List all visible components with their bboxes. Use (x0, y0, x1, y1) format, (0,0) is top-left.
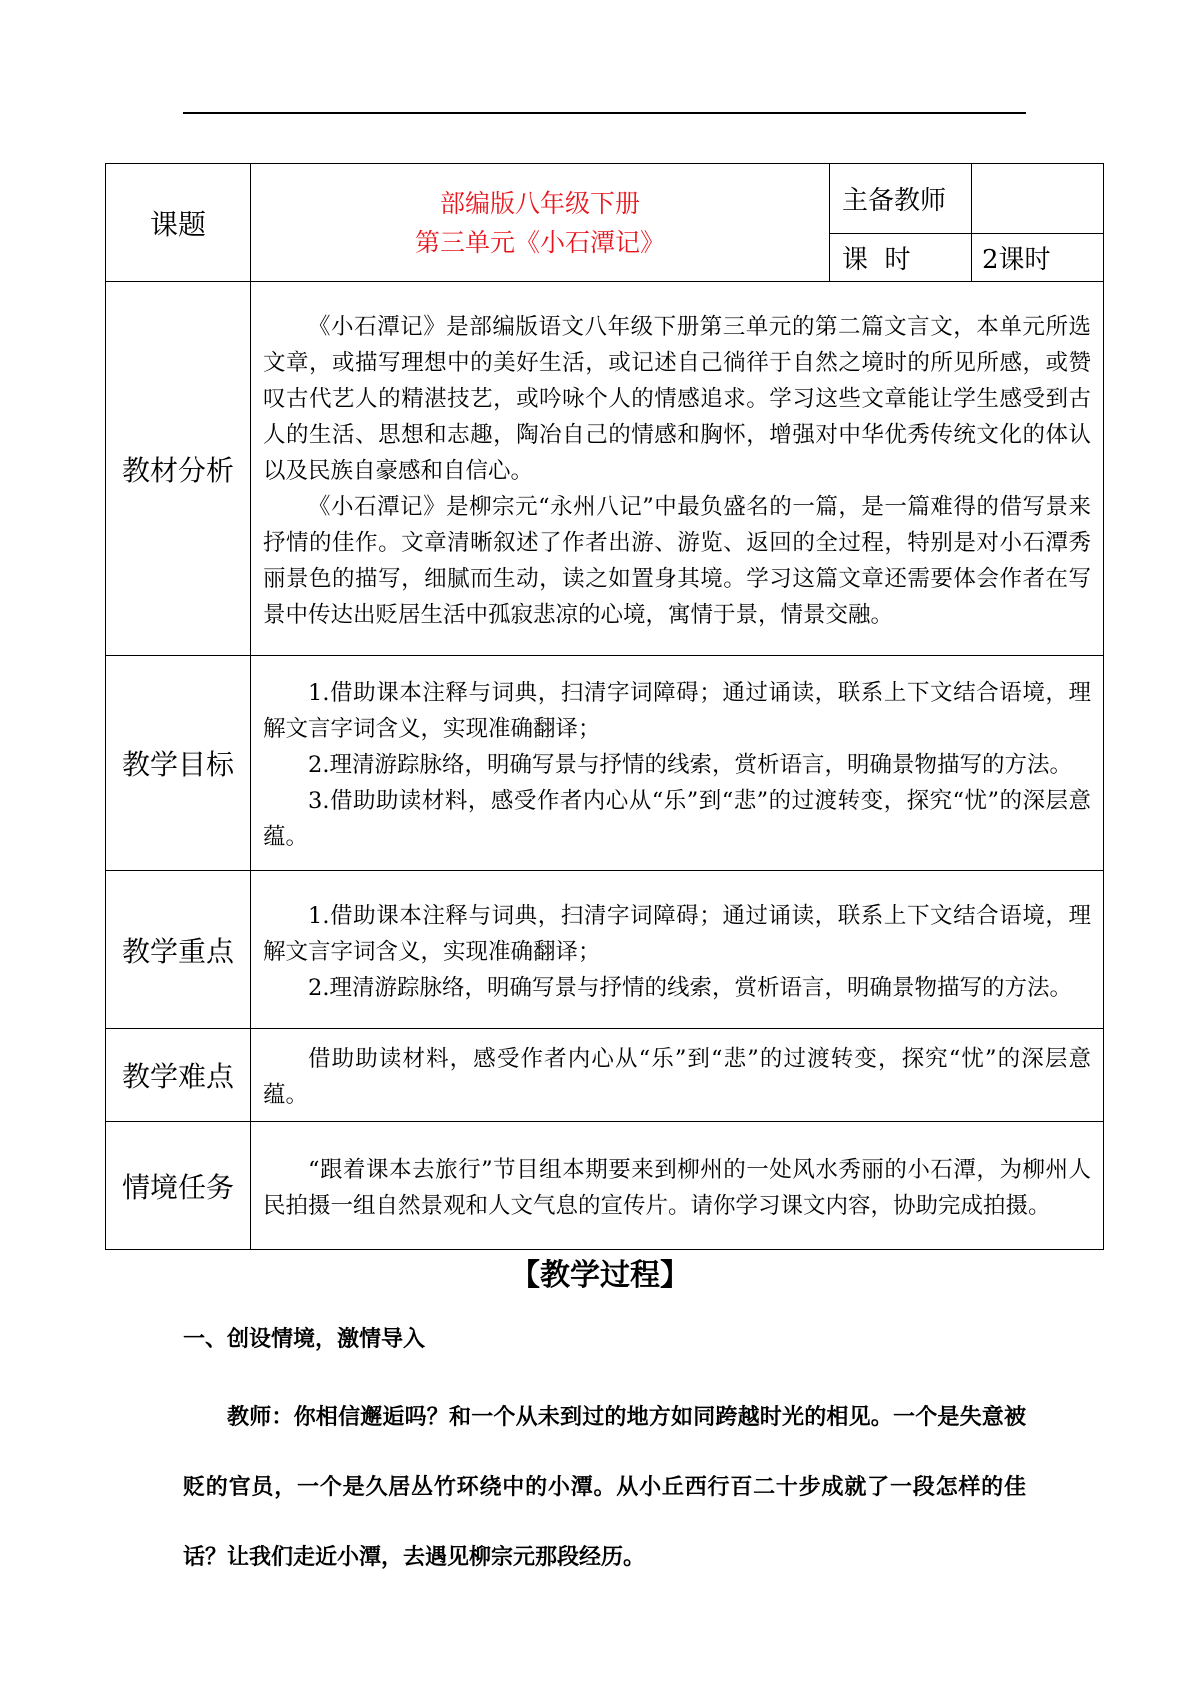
objective-item: 2.理清游踪脉络，明确写景与抒情的线索，赏析语言，明确景物描写的方法。 (308, 752, 1072, 778)
header-rule (183, 112, 1026, 114)
period-value: 2课时 (972, 234, 1104, 282)
row-content-analysis (251, 282, 1104, 656)
topic-label: 课题 (106, 164, 251, 282)
row-content-objectives (251, 656, 1104, 871)
teaching-process-heading: 【教学过程】 (510, 1258, 690, 1293)
teacher-value (972, 164, 1104, 234)
row-label-analysis: 教材分析 (106, 282, 251, 656)
difficulty-item: 借助助读材料，感受作者内心从“乐”到“悲”的过渡转变，探究“忧”的深层意蕴。 (263, 1046, 1091, 1108)
lesson-title-line1: 部编版八年级下册 (439, 188, 640, 218)
row-label-task: 情境任务 (106, 1122, 251, 1250)
teacher-label: 主备教师 (830, 164, 972, 234)
objective-item: 1.借助课本注释与词典，扫清字词障碍；通过诵读，联系上下文结合语境，理解文言字词含义，实现准确翻译； (263, 680, 1091, 742)
period-label: 课 时 (830, 234, 972, 282)
lesson-plan-table (105, 163, 1104, 1250)
key-point-item: 1.借助课本注释与词典，扫清字词障碍；通过诵读，联系上下文结合语境，理解文言字词含义，实现准确翻译； (263, 902, 1091, 965)
row-label-key-points: 教学重点 (106, 871, 251, 1029)
row-content-difficulty (251, 1029, 1104, 1122)
objective-item: 3.借助助读材料，感受作者内心从“乐”到“悲”的过渡转变，探究“忧”的深层意蕴。 (263, 788, 1091, 850)
task-item: “跟着课本去旅行”节目组本期要来到柳州的一处风水秀丽的小石潭，为柳州人民拍摄一组自然景观和人文气息的宣传片。请你学习课文内容，协助完成拍摄。 (263, 1156, 1091, 1219)
lesson-title (251, 164, 830, 282)
section1-narrative (183, 1383, 1026, 1593)
lesson-title-line2: 第三单元《小石潭记》 (414, 227, 665, 257)
section1-title: 一、创设情境，激情导入 (183, 1327, 426, 1352)
section1-text: 教师：你相信邂逅吗？和一个从未到过的地方如同跨越时光的相见。一个是失意被贬的官员，一个是久居丛竹环绕中的小潭。从小丘西行百二十步成就了一段怎样的佳话？让我们走近小潭，去遇见柳宗元那段经历。 (183, 1405, 1026, 1570)
row-label-objectives: 教学目标 (106, 656, 251, 871)
row-content-key-points (251, 871, 1104, 1029)
key-point-item: 2.理清游踪脉络，明确写景与抒情的线索，赏析语言，明确景物描写的方法。 (308, 974, 1072, 1001)
row-label-difficulty: 教学难点 (106, 1029, 251, 1122)
analysis-paragraph: 《小石潭记》是部编版语文八年级下册第三单元的第二篇文言文，本单元所选文章，或描写理想中的美好生活，或记述自己徜徉于自然之境时的所见所感，或赞叹古代艺人的精湛技艺，或吟咏个人的情感追求。学习这些文章能让学生感受到古人的生活、思想和志趣，陶冶自己的情感和胸怀，增强对中华优秀传统文化的体认以及民族自豪感和自信心。 (263, 313, 1091, 484)
row-content-task (251, 1122, 1104, 1250)
analysis-paragraph: 《小石潭记》是柳宗元“永州八记”中最负盛名的一篇，是一篇难得的借写景来抒情的佳作。文章清晰叙述了作者出游、游览、返回的全过程，特别是对小石潭秀丽景色的描写，细腻而生动，读之如置身其境。学习这篇文章还需要体会作者在写景中传达出贬居生活中孤寂悲凉的心境，寓情于景，情景交融。 (263, 493, 1091, 628)
